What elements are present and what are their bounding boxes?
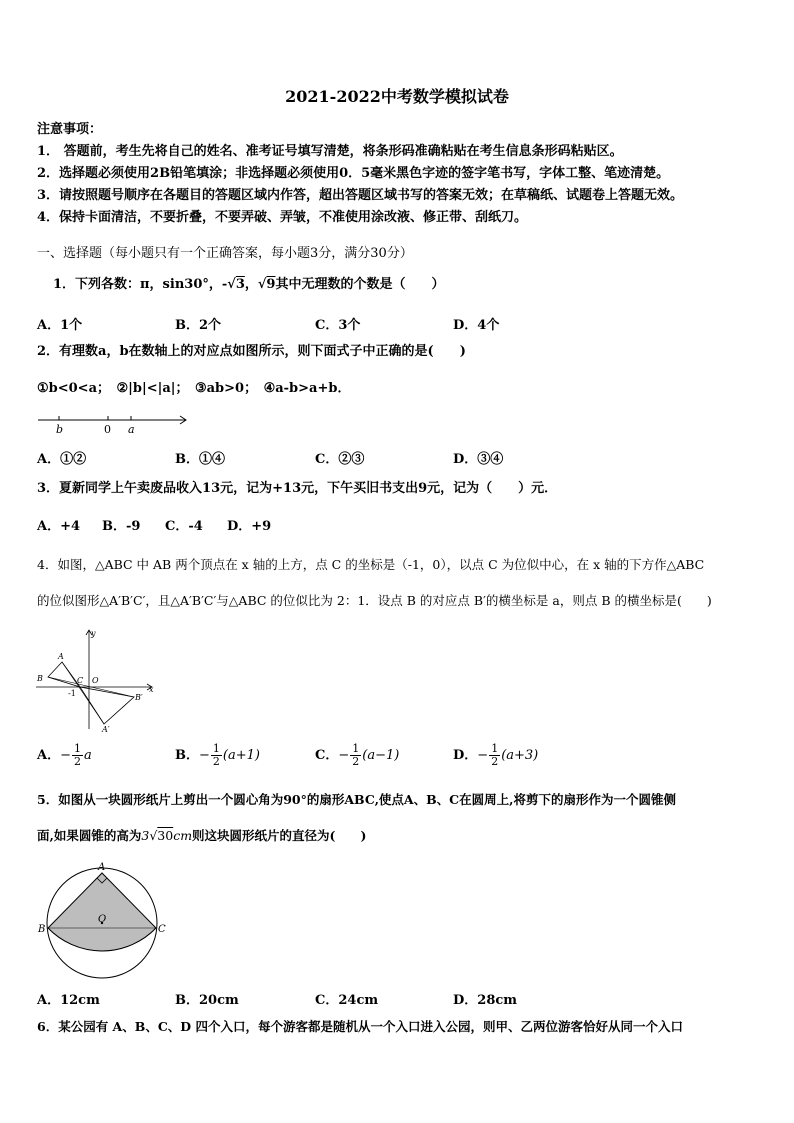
option-tail: a (84, 748, 92, 763)
notice-item: 1． 答题前，考生先将自己的姓名、准考证号填写清楚，将条形码准确粘贴在考生信息条形码粘贴区。 (37, 144, 623, 159)
fraction-denominator: 2 (352, 755, 360, 768)
question-2-items: ①b<0<a； ②|b|<|a|； ③ab>0； ④a-b>a+b． (37, 381, 351, 396)
circle-sector-figure (34, 856, 169, 984)
q1-option-d[interactable]: D．4个 (453, 318, 500, 333)
q5-line2-e: 则这块圆形纸片的直径为( ) (192, 828, 367, 843)
question-5-line-2 (37, 828, 366, 844)
q3-option-d[interactable]: D．+9 (227, 519, 272, 534)
minus-sign: − (199, 748, 210, 763)
question-5-line-1: 5．如图从一块圆形纸片上剪出一个圆心角为90°的扇形ABC,使点A、B、C在圆周上,将剪下的扇形作为一个圆锥侧 (37, 792, 676, 807)
notice-item: 4．保持卡面清洁，不要折叠，不要弄破、弄皱，不准使用涂改液、修正带、刮纸刀。 (37, 210, 528, 225)
sqrt-symbol: √ (227, 277, 236, 292)
fraction-denominator: 2 (212, 755, 220, 768)
section-heading: 一、选择题（每小题只有一个正确答案，每小题3分，满分30分） (37, 246, 413, 261)
question-4-line-2: 的位似图形△A′B′C′，且△A′B′C′与△ABC 的位似比为 2：1．设点 B 的对应点 B′的横坐标是 a，则点 B 的横坐标是( ) (37, 593, 712, 608)
option-letter: D． (453, 748, 478, 763)
number-line-figure (36, 412, 196, 436)
fraction (489, 743, 500, 768)
fig-label-c: C (158, 924, 166, 935)
option-tail: (a+1) (222, 748, 260, 763)
q4-option-b[interactable] (175, 743, 260, 768)
option-letter: C． (315, 748, 339, 763)
q5-option-a[interactable]: A．12cm (37, 993, 100, 1008)
q2-option-b[interactable]: B．①④ (175, 452, 225, 467)
page-title: 2021-2022中考数学模拟试卷 (285, 87, 509, 106)
fraction-numerator: 1 (74, 742, 81, 755)
fraction-numerator: 1 (352, 742, 360, 755)
sqrt-symbol: √ (149, 828, 158, 843)
question-2-stem: 2．有理数a，b在数轴上的对应点如图所示，则下面式子中正确的是( ) (37, 344, 466, 359)
q4-option-d[interactable] (453, 743, 538, 768)
fig-label-o: O (92, 676, 99, 685)
fig-label-a-prime: A′ (102, 725, 110, 734)
q5-coef: 3 (141, 828, 150, 843)
fig-label-o: O (98, 914, 107, 925)
axis-label-zero: 0 (104, 423, 111, 436)
fraction-numerator: 1 (212, 742, 220, 755)
fig-label-a: A (58, 652, 64, 661)
q1-option-b[interactable]: B．2个 (175, 318, 222, 333)
question-4-line-1: 4．如图，△ABC 中 AB 两个顶点在 x 轴的上方，点 C 的坐标是（-1，0），以点 C 为位似中心，在 x 轴的下方作△ABC (37, 557, 705, 572)
q5-line2-a: 面,如果圆锥的高为 (37, 828, 142, 843)
fig-label-a: A (98, 862, 106, 873)
q1-option-a[interactable]: A．1个 (37, 318, 83, 333)
fraction-denominator: 2 (74, 755, 81, 768)
minus-sign: − (338, 748, 350, 763)
fig-label-x: x (149, 685, 154, 694)
q4-option-a[interactable] (37, 743, 92, 768)
question-6-line-1: 6．某公园有 A、B、C、D 四个入口，每个游客都是随机从一个入口进入公园，则甲、乙两位游客恰好从同一个入口 (37, 1019, 683, 1034)
q1-stem-b: ， (244, 277, 258, 292)
fig-label-b-prime: B′ (135, 693, 143, 702)
axis-label-b: b (56, 423, 64, 436)
q1-stem-a: 1．下列各数：π，sin30°，- (53, 277, 228, 292)
question-3-stem: 3．夏新同学上午卖废品收入13元，记为+13元，下午买旧书支出9元，记为（ ）元． (37, 481, 558, 496)
fig-label-minus-one: -1 (68, 689, 76, 698)
minus-sign: − (477, 748, 489, 763)
fraction-denominator: 2 (491, 755, 499, 768)
fig-label-c: C (77, 676, 84, 685)
fig-label-b: B (38, 924, 46, 935)
q1-option-c[interactable]: C．3个 (315, 318, 361, 333)
notice-item: 3．请按照题号顺序在各题目的答题区域内作答，超出答题区域书写的答案无效；在草稿纸、试题卷上答题无效。 (37, 188, 684, 203)
q4-option-c[interactable] (315, 743, 399, 768)
fraction (350, 743, 361, 768)
q5-radicand: 30 (157, 828, 174, 843)
q1-radicand-2: 9 (266, 277, 276, 292)
option-tail: (a−1) (362, 748, 400, 763)
q3-option-b[interactable]: B．-9 (102, 519, 141, 534)
q5-unit: cm (173, 828, 193, 843)
notice-heading: 注意事项： (37, 122, 103, 137)
fraction (72, 743, 83, 768)
q1-radicand-1: 3 (235, 277, 245, 292)
similar-triangles-figure (34, 624, 159, 734)
sqrt-symbol: √ (257, 277, 267, 292)
fraction-numerator: 1 (491, 742, 499, 755)
notice-item: 2．选择题必须使用2B铅笔填涂；非选择题必须使用0．5毫米黑色字迹的签字笔书写，字体工整、笔迹清楚。 (37, 166, 670, 181)
minus-sign: − (60, 748, 71, 763)
q2-option-a[interactable]: A．①② (37, 452, 87, 467)
q3-option-a[interactable]: A．+4 (37, 519, 81, 534)
axis-label-a: a (128, 423, 135, 436)
q2-option-d[interactable]: D．③④ (453, 452, 504, 467)
question-1-stem (53, 277, 444, 293)
q5-option-c[interactable]: C．24cm (315, 993, 379, 1008)
fig-label-y: y (91, 629, 96, 638)
q5-option-b[interactable]: B．20cm (175, 993, 239, 1008)
q1-stem-c: 其中无理数的个数是（ ） (275, 277, 445, 292)
fraction (211, 743, 222, 768)
q3-option-c[interactable]: C．-4 (165, 519, 203, 534)
option-letter: A． (37, 748, 61, 763)
q2-option-c[interactable]: C．②③ (315, 452, 365, 467)
fig-label-b: B (37, 674, 43, 683)
option-letter: B． (175, 748, 199, 763)
q5-option-d[interactable]: D．28cm (453, 993, 518, 1008)
option-tail: (a+3) (501, 748, 539, 763)
